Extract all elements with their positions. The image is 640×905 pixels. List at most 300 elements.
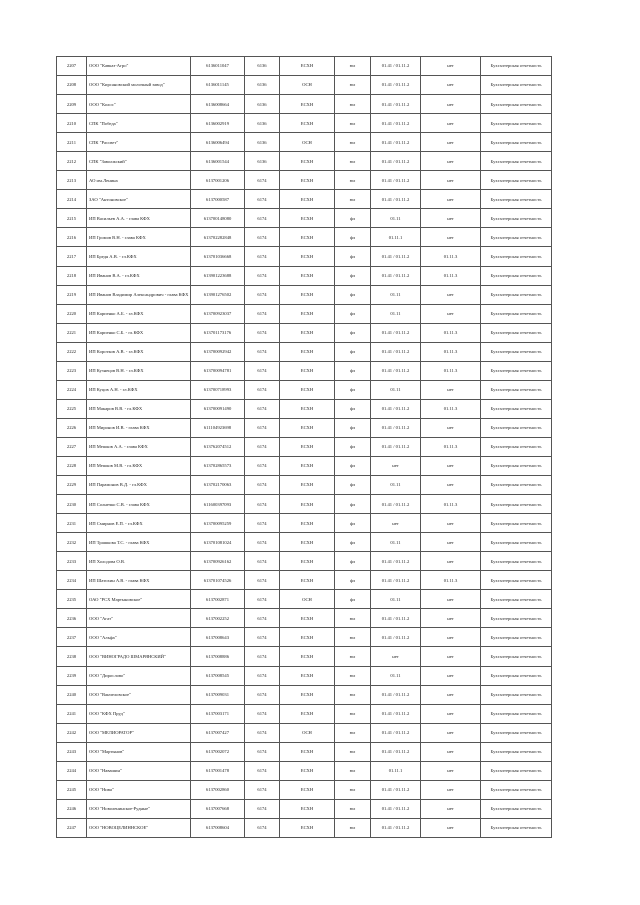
okved-cell: 01.41 / 01.11.2 bbox=[371, 399, 421, 418]
report-type-cell: Бухгалтерская отчетность bbox=[481, 76, 552, 95]
organization-name-cell: ИП Васильев А.А. - глава КФХ bbox=[87, 209, 191, 228]
entity-type-cell: фл bbox=[335, 209, 371, 228]
inn-cell: 6137008604 bbox=[191, 818, 245, 837]
okved-extra-cell: нет bbox=[421, 818, 481, 837]
organization-name-cell: ИП Макаров В.В. - гл.КФХ bbox=[87, 399, 191, 418]
entity-type-cell: фл bbox=[335, 266, 371, 285]
report-type-cell: Бухгалтерская отчетность bbox=[481, 190, 552, 209]
organization-name-cell: СПК "Заволжский" bbox=[87, 152, 191, 171]
district-code-cell: 6174 bbox=[245, 266, 280, 285]
tax-regime-cell: ЕСХН bbox=[280, 476, 335, 495]
report-type-cell: Бухгалтерская отчетность bbox=[481, 152, 552, 171]
tax-regime-cell: ЕСХН bbox=[280, 114, 335, 133]
table-row bbox=[57, 761, 552, 780]
organization-name-cell: ИП Кузнецов В.Н. - гл.КФХ bbox=[87, 361, 191, 380]
tax-regime-cell: ЕСХН bbox=[280, 57, 335, 76]
row-number-cell: 2207 bbox=[57, 57, 87, 76]
row-number-cell: 2217 bbox=[57, 247, 87, 266]
table-row bbox=[57, 723, 552, 742]
table-row bbox=[57, 514, 552, 533]
row-number-cell: 2235 bbox=[57, 590, 87, 609]
table-row bbox=[57, 609, 552, 628]
tax-regime-cell: ЕСХН bbox=[280, 628, 335, 647]
organization-name-cell: СПК "Рассвет" bbox=[87, 133, 191, 152]
organization-name-cell: ООО "Дирослово" bbox=[87, 666, 191, 685]
inn-cell: 613701081024 bbox=[191, 533, 245, 552]
report-type-cell: Бухгалтерская отчетность bbox=[481, 171, 552, 190]
okved-cell: 01.11 bbox=[371, 380, 421, 399]
inn-cell: 613700095259 bbox=[191, 514, 245, 533]
entity-type-cell: фл bbox=[335, 456, 371, 475]
table-row bbox=[57, 647, 552, 666]
district-code-cell: 6174 bbox=[245, 723, 280, 742]
okved-cell: 01.41 / 01.11.2 bbox=[371, 152, 421, 171]
okved-cell: 01.11.1 bbox=[371, 761, 421, 780]
row-number-cell: 2214 bbox=[57, 190, 87, 209]
report-type-cell: Бухгалтерская отчетность bbox=[481, 666, 552, 685]
entity-type-cell: юл bbox=[335, 628, 371, 647]
district-code-cell: 6174 bbox=[245, 342, 280, 361]
entity-type-cell: фл bbox=[335, 247, 371, 266]
row-number-cell: 2209 bbox=[57, 95, 87, 114]
okved-extra-cell: нет bbox=[421, 647, 481, 666]
report-type-cell: Бухгалтерская отчетность bbox=[481, 380, 552, 399]
table-row bbox=[57, 418, 552, 437]
district-code-cell: 6174 bbox=[245, 209, 280, 228]
entity-type-cell: фл bbox=[335, 418, 371, 437]
row-number-cell: 2234 bbox=[57, 571, 87, 590]
okved-cell: 01.41 / 01.11.2 bbox=[371, 114, 421, 133]
okved-extra-cell: нет bbox=[421, 171, 481, 190]
okved-cell: нет bbox=[371, 456, 421, 475]
inn-cell: 6137002072 bbox=[191, 742, 245, 761]
tax-regime-cell: ЕСХН bbox=[280, 799, 335, 818]
tax-regime-cell: ЕСХН bbox=[280, 704, 335, 723]
entity-type-cell: юл bbox=[335, 780, 371, 799]
report-type-cell: Бухгалтерская отчетность bbox=[481, 285, 552, 304]
organization-name-cell: ЗАО "Антоновское" bbox=[87, 190, 191, 209]
okved-cell: 01.41 / 01.11.2 bbox=[371, 704, 421, 723]
okved-cell: 01.11 bbox=[371, 209, 421, 228]
okved-extra-cell: нет bbox=[421, 723, 481, 742]
tax-regime-cell: ЕСХН bbox=[280, 742, 335, 761]
organization-name-cell: ООО "Мартынов" bbox=[87, 742, 191, 761]
district-code-cell: 6174 bbox=[245, 590, 280, 609]
inn-cell: 613700094781 bbox=[191, 361, 245, 380]
tax-regime-cell: ЕСХН bbox=[280, 647, 335, 666]
row-number-cell: 2213 bbox=[57, 171, 87, 190]
organization-name-cell: ИП Карпенко А.Б. - гл.КФХ bbox=[87, 304, 191, 323]
table-row bbox=[57, 571, 552, 590]
row-number-cell: 2208 bbox=[57, 76, 87, 95]
table-row bbox=[57, 399, 552, 418]
inn-cell: 613702282848 bbox=[191, 228, 245, 247]
district-code-cell: 6174 bbox=[245, 818, 280, 837]
inn-cell: 6137008886 bbox=[191, 647, 245, 666]
organization-name-cell: ООО "Колос" bbox=[87, 95, 191, 114]
entity-type-cell: юл bbox=[335, 609, 371, 628]
entity-type-cell: юл bbox=[335, 114, 371, 133]
row-number-cell: 2231 bbox=[57, 514, 87, 533]
okved-extra-cell: нет bbox=[421, 799, 481, 818]
row-number-cell: 2215 bbox=[57, 209, 87, 228]
organization-name-cell: ИП Громов В.Н. - глава КФХ bbox=[87, 228, 191, 247]
okved-cell: 01.41 / 01.11.2 bbox=[371, 571, 421, 590]
organization-name-cell: ООО "Навашин" bbox=[87, 761, 191, 780]
organization-name-cell: ООО "Кавказ-Агро" bbox=[87, 57, 191, 76]
okved-extra-cell: нет bbox=[421, 533, 481, 552]
organization-name-cell: ООО "Ванчеловское" bbox=[87, 685, 191, 704]
inn-cell: 6137001206 bbox=[191, 171, 245, 190]
okved-extra-cell: нет bbox=[421, 190, 481, 209]
organization-name-cell: ОАО "РСХ Мартыновское" bbox=[87, 590, 191, 609]
tax-regime-cell: ЕСХН bbox=[280, 266, 335, 285]
entity-type-cell: юл bbox=[335, 723, 371, 742]
row-number-cell: 2246 bbox=[57, 799, 87, 818]
tax-regime-cell: ЕСХН bbox=[280, 666, 335, 685]
district-code-cell: 6174 bbox=[245, 704, 280, 723]
entity-type-cell: фл bbox=[335, 495, 371, 514]
inn-cell: 6137007427 bbox=[191, 723, 245, 742]
report-type-cell: Бухгалтерская отчетность bbox=[481, 476, 552, 495]
okved-cell: 01.11.1 bbox=[371, 228, 421, 247]
table-row bbox=[57, 666, 552, 685]
okved-cell: 01.41 / 01.11.2 bbox=[371, 171, 421, 190]
entity-type-cell: фл bbox=[335, 514, 371, 533]
okved-extra-cell: нет bbox=[421, 380, 481, 399]
table-row bbox=[57, 799, 552, 818]
district-code-cell: 6136 bbox=[245, 114, 280, 133]
table-row bbox=[57, 323, 552, 342]
okved-cell: 01.41 / 01.11.2 bbox=[371, 190, 421, 209]
tax-regime-cell: ЕСХН bbox=[280, 361, 335, 380]
inn-cell: 6136011047 bbox=[191, 57, 245, 76]
table-row bbox=[57, 685, 552, 704]
entity-type-cell: юл bbox=[335, 666, 371, 685]
table-row bbox=[57, 742, 552, 761]
okved-cell: нет bbox=[371, 647, 421, 666]
tax-regime-cell: ОСН bbox=[280, 133, 335, 152]
okved-cell: 01.11 bbox=[371, 533, 421, 552]
tax-regime-cell: ЕСХН bbox=[280, 495, 335, 514]
okved-extra-cell: нет bbox=[421, 742, 481, 761]
inn-cell: 613762074512 bbox=[191, 437, 245, 456]
report-type-cell: Бухгалтерская отчетность bbox=[481, 342, 552, 361]
table-row bbox=[57, 247, 552, 266]
organization-name-cell: ООО "МЕЛИОРАТОР" bbox=[87, 723, 191, 742]
row-number-cell: 2227 bbox=[57, 437, 87, 456]
report-type-cell: Бухгалтерская отчетность bbox=[481, 552, 552, 571]
report-type-cell: Бухгалтерская отчетность bbox=[481, 133, 552, 152]
row-number-cell: 2237 bbox=[57, 628, 87, 647]
row-number-cell: 2247 bbox=[57, 818, 87, 837]
organization-name-cell: ООО "Агат" bbox=[87, 609, 191, 628]
entity-type-cell: фл bbox=[335, 285, 371, 304]
organization-name-cell: ИП Коротков А.В. - гл.КФХ bbox=[87, 342, 191, 361]
tax-regime-cell: ЕСХН bbox=[280, 514, 335, 533]
row-number-cell: 2220 bbox=[57, 304, 87, 323]
okved-cell: 01.41 / 01.11.2 bbox=[371, 361, 421, 380]
tax-regime-cell: ЕСХН bbox=[280, 437, 335, 456]
row-number-cell: 2245 bbox=[57, 780, 87, 799]
table-row bbox=[57, 133, 552, 152]
registry-table-body bbox=[57, 57, 552, 838]
report-type-cell: Бухгалтерская отчетность bbox=[481, 761, 552, 780]
inn-cell: 6137000587 bbox=[191, 190, 245, 209]
okved-extra-cell: нет bbox=[421, 609, 481, 628]
table-row bbox=[57, 495, 552, 514]
report-type-cell: Бухгалтерская отчетность bbox=[481, 228, 552, 247]
organization-name-cell: ИП Мешков М.В. - гл.КФХ bbox=[87, 456, 191, 475]
okved-cell: 01.41 / 01.11.2 bbox=[371, 437, 421, 456]
table-row bbox=[57, 590, 552, 609]
row-number-cell: 2232 bbox=[57, 533, 87, 552]
inn-cell: 6137001478 bbox=[191, 761, 245, 780]
inn-cell: 6137003171 bbox=[191, 704, 245, 723]
inn-cell: 613701074526 bbox=[191, 571, 245, 590]
okved-cell: 01.41 / 01.11.2 bbox=[371, 723, 421, 742]
okved-extra-cell: 01.11.3 bbox=[421, 361, 481, 380]
inn-cell: 613700923037 bbox=[191, 304, 245, 323]
district-code-cell: 6174 bbox=[245, 628, 280, 647]
report-type-cell: Бухгалтерская отчетность bbox=[481, 533, 552, 552]
district-code-cell: 6174 bbox=[245, 285, 280, 304]
organization-name-cell: ИП Солнечко С.В. - глава КФХ bbox=[87, 495, 191, 514]
entity-type-cell: фл bbox=[335, 476, 371, 495]
district-code-cell: 6174 bbox=[245, 247, 280, 266]
tax-regime-cell: ЕСХН bbox=[280, 323, 335, 342]
inn-cell: 6137002860 bbox=[191, 780, 245, 799]
tax-regime-cell: ЕСХН bbox=[280, 209, 335, 228]
tax-regime-cell: ЕСХН bbox=[280, 342, 335, 361]
district-code-cell: 6174 bbox=[245, 685, 280, 704]
organization-name-cell: ИП Куцов А.Н. - гл.КФХ bbox=[87, 380, 191, 399]
okved-extra-cell: нет bbox=[421, 285, 481, 304]
report-type-cell: Бухгалтерская отчетность bbox=[481, 323, 552, 342]
tax-regime-cell: ЕСХН bbox=[280, 685, 335, 704]
report-type-cell: Бухгалтерская отчетность bbox=[481, 361, 552, 380]
okved-extra-cell: нет bbox=[421, 514, 481, 533]
okved-extra-cell: нет bbox=[421, 685, 481, 704]
district-code-cell: 6174 bbox=[245, 399, 280, 418]
entity-type-cell: юл bbox=[335, 704, 371, 723]
entity-type-cell: фл bbox=[335, 590, 371, 609]
tax-regime-cell: ЕСХН bbox=[280, 285, 335, 304]
entity-type-cell: юл bbox=[335, 799, 371, 818]
report-type-cell: Бухгалтерская отчетность bbox=[481, 590, 552, 609]
report-type-cell: Бухгалтерская отчетность bbox=[481, 114, 552, 133]
organization-name-cell: ИП Смирнов Е.П. - гл.КФХ bbox=[87, 514, 191, 533]
table-row bbox=[57, 76, 552, 95]
okved-extra-cell: 01.11.3 bbox=[421, 571, 481, 590]
okved-cell: 01.41 / 01.11.2 bbox=[371, 818, 421, 837]
district-code-cell: 6174 bbox=[245, 666, 280, 685]
tax-regime-cell: ЕСХН bbox=[280, 571, 335, 590]
okved-extra-cell: нет bbox=[421, 304, 481, 323]
district-code-cell: 6174 bbox=[245, 742, 280, 761]
okved-extra-cell: нет bbox=[421, 628, 481, 647]
okved-cell: 01.41 / 01.11.2 bbox=[371, 418, 421, 437]
okved-extra-cell: нет bbox=[421, 209, 481, 228]
organization-name-cell: ИП Миронов И.В. - глава КФХ bbox=[87, 418, 191, 437]
district-code-cell: 6174 bbox=[245, 304, 280, 323]
entity-type-cell: фл bbox=[335, 323, 371, 342]
registry-table bbox=[56, 56, 552, 838]
report-type-cell: Бухгалтерская отчетность bbox=[481, 571, 552, 590]
row-number-cell: 2230 bbox=[57, 495, 87, 514]
table-row bbox=[57, 780, 552, 799]
tax-regime-cell: ОСН bbox=[280, 76, 335, 95]
okved-extra-cell: 01.11.3 bbox=[421, 247, 481, 266]
inn-cell: 6136011145 bbox=[191, 76, 245, 95]
table-row bbox=[57, 361, 552, 380]
row-number-cell: 2225 bbox=[57, 399, 87, 418]
row-number-cell: 2242 bbox=[57, 723, 87, 742]
entity-type-cell: юл bbox=[335, 685, 371, 704]
organization-name-cell: ООО "КФХ Пруд" bbox=[87, 704, 191, 723]
table-row bbox=[57, 456, 552, 475]
okved-cell: 01.41 / 01.11.2 bbox=[371, 628, 421, 647]
organization-name-cell: ООО "ВИНОГРАДО ШМАРЯНСКИЙ" bbox=[87, 647, 191, 666]
okved-extra-cell: нет bbox=[421, 133, 481, 152]
report-type-cell: Бухгалтерская отчетность bbox=[481, 818, 552, 837]
report-type-cell: Бухгалтерская отчетность bbox=[481, 456, 552, 475]
table-row bbox=[57, 266, 552, 285]
okved-extra-cell: 01.11.3 bbox=[421, 495, 481, 514]
district-code-cell: 6174 bbox=[245, 571, 280, 590]
row-number-cell: 2219 bbox=[57, 285, 87, 304]
table-row bbox=[57, 818, 552, 837]
tax-regime-cell: ЕСХН bbox=[280, 152, 335, 171]
report-type-cell: Бухгалтерская отчетность bbox=[481, 399, 552, 418]
inn-cell: 611600397093 bbox=[191, 495, 245, 514]
tax-regime-cell: ЕСХН bbox=[280, 95, 335, 114]
entity-type-cell: юл bbox=[335, 647, 371, 666]
inn-cell: 613700091490 bbox=[191, 399, 245, 418]
table-row bbox=[57, 476, 552, 495]
tax-regime-cell: ЕСХН bbox=[280, 247, 335, 266]
district-code-cell: 6136 bbox=[245, 152, 280, 171]
okved-cell: 01.41 / 01.11.2 bbox=[371, 799, 421, 818]
district-code-cell: 6174 bbox=[245, 476, 280, 495]
inn-cell: 613701173176 bbox=[191, 323, 245, 342]
organization-name-cell: ООО "Новоленинское-Рудные" bbox=[87, 799, 191, 818]
report-type-cell: Бухгалтерская отчетность bbox=[481, 418, 552, 437]
inn-cell: 611104923698 bbox=[191, 418, 245, 437]
okved-cell: 01.41 / 01.11.2 bbox=[371, 95, 421, 114]
table-row bbox=[57, 228, 552, 247]
inn-cell: 6136008664 bbox=[191, 95, 245, 114]
entity-type-cell: юл bbox=[335, 190, 371, 209]
inn-cell: 6137002252 bbox=[191, 609, 245, 628]
district-code-cell: 6174 bbox=[245, 171, 280, 190]
inn-cell: 6137002871 bbox=[191, 590, 245, 609]
okved-extra-cell: 01.11.3 bbox=[421, 266, 481, 285]
district-code-cell: 6174 bbox=[245, 437, 280, 456]
report-type-cell: Бухгалтерская отчетность bbox=[481, 647, 552, 666]
report-type-cell: Бухгалтерская отчетность bbox=[481, 209, 552, 228]
district-code-cell: 6174 bbox=[245, 323, 280, 342]
row-number-cell: 2240 bbox=[57, 685, 87, 704]
entity-type-cell: фл bbox=[335, 342, 371, 361]
row-number-cell: 2244 bbox=[57, 761, 87, 780]
okved-extra-cell: нет bbox=[421, 152, 481, 171]
row-number-cell: 2211 bbox=[57, 133, 87, 152]
entity-type-cell: юл bbox=[335, 57, 371, 76]
tax-regime-cell: ЕСХН bbox=[280, 533, 335, 552]
organization-name-cell: ИП Иванов Владимир Александрович - глава КФХ bbox=[87, 285, 191, 304]
organization-name-cell: ООО "Нива" bbox=[87, 780, 191, 799]
entity-type-cell: юл bbox=[335, 171, 371, 190]
report-type-cell: Бухгалтерская отчетность bbox=[481, 57, 552, 76]
entity-type-cell: фл bbox=[335, 380, 371, 399]
row-number-cell: 2216 bbox=[57, 228, 87, 247]
okved-extra-cell: нет bbox=[421, 456, 481, 475]
entity-type-cell: фл bbox=[335, 304, 371, 323]
okved-cell: 01.41 / 01.11.2 bbox=[371, 57, 421, 76]
tax-regime-cell: ЕСХН bbox=[280, 456, 335, 475]
okved-cell: 01.41 / 01.11.2 bbox=[371, 76, 421, 95]
inn-cell: 613701036668 bbox=[191, 247, 245, 266]
okved-extra-cell: нет bbox=[421, 418, 481, 437]
okved-extra-cell: нет bbox=[421, 590, 481, 609]
okved-extra-cell: нет bbox=[421, 552, 481, 571]
tax-regime-cell: ЕСХН bbox=[280, 228, 335, 247]
okved-cell: 01.41 / 01.11.2 bbox=[371, 247, 421, 266]
organization-name-cell: ИП Шатохин А.В. - глава КФХ bbox=[87, 571, 191, 590]
okved-cell: 01.41 / 01.11.2 bbox=[371, 609, 421, 628]
district-code-cell: 6174 bbox=[245, 761, 280, 780]
okved-extra-cell: 01.11.3 bbox=[421, 323, 481, 342]
table-row bbox=[57, 437, 552, 456]
inn-cell: 6137009031 bbox=[191, 685, 245, 704]
report-type-cell: Бухгалтерская отчетность bbox=[481, 247, 552, 266]
inn-cell: 6137008545 bbox=[191, 666, 245, 685]
organization-name-cell: ИП Бредя А.В. - гл.КФХ bbox=[87, 247, 191, 266]
okved-extra-cell: нет bbox=[421, 476, 481, 495]
okved-cell: 01.11 bbox=[371, 666, 421, 685]
okved-cell: 01.41 / 01.11.2 bbox=[371, 780, 421, 799]
district-code-cell: 6174 bbox=[245, 361, 280, 380]
okved-extra-cell: нет bbox=[421, 761, 481, 780]
row-number-cell: 2241 bbox=[57, 704, 87, 723]
entity-type-cell: фл bbox=[335, 361, 371, 380]
organization-name-cell: ООО "Альфа" bbox=[87, 628, 191, 647]
okved-extra-cell: нет bbox=[421, 57, 481, 76]
organization-name-cell: АО им.Ленина bbox=[87, 171, 191, 190]
entity-type-cell: фл bbox=[335, 552, 371, 571]
row-number-cell: 2223 bbox=[57, 361, 87, 380]
report-type-cell: Бухгалтерская отчетность bbox=[481, 304, 552, 323]
tax-regime-cell: ЕСХН bbox=[280, 304, 335, 323]
table-row bbox=[57, 209, 552, 228]
inn-cell: 613700148080 bbox=[191, 209, 245, 228]
okved-cell: 01.41 / 01.11.2 bbox=[371, 495, 421, 514]
okved-cell: 01.41 / 01.11.2 bbox=[371, 266, 421, 285]
report-type-cell: Бухгалтерская отчетность bbox=[481, 780, 552, 799]
okved-extra-cell: нет bbox=[421, 76, 481, 95]
okved-cell: 01.41 / 01.11.2 bbox=[371, 742, 421, 761]
okved-cell: 01.11 bbox=[371, 590, 421, 609]
entity-type-cell: фл bbox=[335, 399, 371, 418]
district-code-cell: 6136 bbox=[245, 133, 280, 152]
entity-type-cell: юл bbox=[335, 818, 371, 837]
table-row bbox=[57, 628, 552, 647]
inn-cell: 613901223688 bbox=[191, 266, 245, 285]
okved-cell: 01.41 / 01.11.2 bbox=[371, 685, 421, 704]
table-row bbox=[57, 171, 552, 190]
district-code-cell: 6174 bbox=[245, 418, 280, 437]
